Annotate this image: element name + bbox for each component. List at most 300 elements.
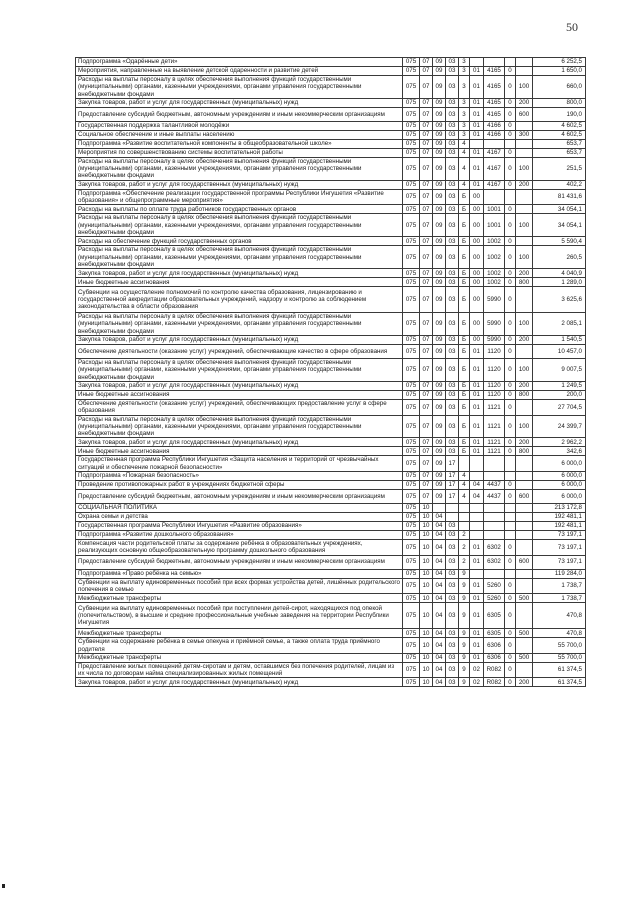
table-row [76,472,586,481]
row-code-b: 07 [420,313,433,336]
row-code-b: 10 [420,653,433,662]
row-code-b: 07 [420,345,433,359]
row-amount: 4 602,5 [533,130,586,139]
row-code-c: 04 [433,555,446,569]
row-code-e: 2 [459,555,470,569]
table-row [76,578,586,594]
row-code-c: 04 [433,513,446,522]
row-code-c: 09 [433,287,446,313]
row-code-f: 00 [470,246,484,269]
row-code-g [484,472,505,481]
row-name: Закупка товаров, работ и услуг для государственных (муниципальных) нужд [76,98,403,107]
row-code-f: 01 [470,603,484,629]
row-name: Расходы на выплаты персоналу в целях обеспечения выполнения функций государственными (муниципальными) органами, казенными учреждениями, органами управления государственными внебюджетными фондами [76,246,403,269]
row-amount: 73 197,1 [533,531,586,540]
row-code-g: 1001 [484,205,505,214]
row-name: Подпрограмма «Одарённые дети» [76,58,403,67]
row-amount: 6 000,0 [533,481,586,490]
row-code-g: 4167 [484,148,505,157]
row-code-d: 03 [446,58,459,67]
row-code-f: 01 [470,578,484,594]
page-number: 50 [566,20,578,34]
row-amount: 55 700,0 [533,638,586,654]
table-row [76,594,586,603]
row-code-b: 07 [420,336,433,345]
row-code-g: 1002 [484,278,505,287]
row-code-e [459,522,470,531]
row-code-b: 07 [420,390,433,399]
row-amount: 251,5 [533,157,586,180]
table-row [76,189,586,205]
row-code-a: 075 [403,540,420,556]
row-code-e: 4 [459,139,470,148]
row-code-b: 07 [420,399,433,415]
row-code-h: 0 [505,540,516,556]
row-name: Социальное обеспечение и иные выплаты населению [76,130,403,139]
row-code-g: 1121 [484,438,505,447]
row-code-h [505,456,516,472]
row-code-g: 6306 [484,653,505,662]
row-code-h [505,569,516,578]
row-code-b: 07 [420,205,433,214]
row-code-g: R082 [484,662,505,678]
row-code-a: 075 [403,287,420,313]
row-amount: 660,0 [533,76,586,99]
row-code-i: 500 [516,629,533,638]
row-code-e: 3 [459,98,470,107]
row-code-h: 0 [505,653,516,662]
row-name: Расходы на выплаты персоналу в целях обеспечения выполнения функций государственными (муниципальными) органами, казенными учреждениями, органами управления государственными внебюджетными фондами [76,313,403,336]
row-amount: 213 172,8 [533,504,586,513]
row-code-d: 03 [446,148,459,157]
row-code-h: 0 [505,180,516,189]
row-amount: 653,7 [533,148,586,157]
row-code-e: 2 [459,531,470,540]
row-code-g: 6305 [484,629,505,638]
table-row [76,205,586,214]
row-code-f: 04 [470,481,484,490]
row-code-g: 6302 [484,540,505,556]
row-code-b: 07 [420,214,433,237]
table-row [76,629,586,638]
row-amount: 2 085,1 [533,313,586,336]
row-code-h: 0 [505,390,516,399]
row-code-h [505,189,516,205]
row-code-a: 075 [403,189,420,205]
row-code-d: 17 [446,456,459,472]
row-code-d: 03 [446,531,459,540]
row-name: Государственная программа Республики Ингушетия «Развитие образования» [76,522,403,531]
row-code-f: 00 [470,189,484,205]
row-code-f: 00 [470,278,484,287]
row-code-f [470,513,484,522]
row-code-g: R082 [484,678,505,687]
row-code-b: 10 [420,569,433,578]
row-code-b: 07 [420,189,433,205]
row-name: Предоставление жилых помещений детям-сиротам и детям, оставшимся без попечения родителей, лицам из их числа по договорам найма специализированных жилых помещений [76,662,403,678]
row-code-c: 09 [433,121,446,130]
row-code-i [516,662,533,678]
row-name: Иные бюджетные ассигнования [76,390,403,399]
row-code-i: 300 [516,130,533,139]
row-code-g [484,456,505,472]
row-name: Иные бюджетные ассигнования [76,278,403,287]
row-code-d: 03 [446,594,459,603]
row-code-i [516,345,533,359]
row-name: Проведение противопожарных работ в учреждениях бюджетной сферы [76,481,403,490]
row-code-d: 03 [446,269,459,278]
row-code-d: 03 [446,246,459,269]
row-code-d: 03 [446,139,459,148]
row-code-i [516,121,533,130]
row-code-e: 9 [459,569,470,578]
row-code-g: 4165 [484,76,505,99]
row-name: Предоставление субсидий бюджетным, автономным учреждениям и иным некоммерческим организациям [76,555,403,569]
row-code-h: 0 [505,555,516,569]
row-code-a: 075 [403,662,420,678]
row-code-a: 075 [403,390,420,399]
row-code-i: 600 [516,490,533,504]
row-code-b: 10 [420,638,433,654]
row-code-h: 0 [505,336,516,345]
row-code-e: 9 [459,603,470,629]
row-name: Субвенции на выплату единовременных пособий при всех формах устройства детей, лишённых родительского попечения в семью [76,578,403,594]
row-code-a: 075 [403,638,420,654]
row-name: Компенсация части родительской платы за содержание ребёнка в образовательных учреждениях, реализующих основную общеобразовательную программу дошкольного образования [76,540,403,556]
row-code-h [505,522,516,531]
row-code-b: 07 [420,148,433,157]
row-amount: 800,0 [533,98,586,107]
row-amount: 34 054,1 [533,214,586,237]
row-code-c: 09 [433,139,446,148]
table-row [76,390,586,399]
row-code-e: Б [459,269,470,278]
row-code-h: 0 [505,603,516,629]
row-code-c: 09 [433,456,446,472]
row-code-d: 03 [446,678,459,687]
row-code-e: 3 [459,107,470,121]
row-code-g: 1002 [484,237,505,246]
row-name: Расходы на выплаты по оплате труда работников государственных органов [76,205,403,214]
row-code-g: 4165 [484,67,505,76]
row-name: Закупка товаров, работ и услуг для государственных (муниципальных) нужд [76,678,403,687]
row-code-i [516,504,533,513]
row-code-f [470,472,484,481]
row-code-a: 075 [403,67,420,76]
row-code-h: 0 [505,447,516,456]
table-row [76,278,586,287]
row-code-d: 03 [446,540,459,556]
row-code-i: 100 [516,415,533,438]
row-code-a: 075 [403,603,420,629]
row-code-h [505,58,516,67]
row-code-d: 03 [446,603,459,629]
table-row [76,415,586,438]
row-code-d: 03 [446,653,459,662]
row-code-d: 17 [446,472,459,481]
row-code-i [516,603,533,629]
row-code-f: 01 [470,653,484,662]
row-code-f [470,58,484,67]
row-code-b: 07 [420,415,433,438]
row-amount: 6 000,0 [533,490,586,504]
row-code-g: 1120 [484,345,505,359]
row-code-c: 09 [433,148,446,157]
row-code-e: 9 [459,638,470,654]
row-code-h: 0 [505,678,516,687]
row-code-d: 03 [446,278,459,287]
row-code-e: Б [459,278,470,287]
row-amount: 2 962,2 [533,438,586,447]
row-amount: 61 374,5 [533,662,586,678]
row-code-b: 07 [420,76,433,99]
row-code-e: Б [459,381,470,390]
row-name: СОЦИАЛЬНАЯ ПОЛИТИКА [76,504,403,513]
row-code-h: 0 [505,130,516,139]
table-row [76,345,586,359]
table-row [76,662,586,678]
row-code-b: 07 [420,381,433,390]
row-code-a: 075 [403,336,420,345]
row-code-e: Б [459,390,470,399]
row-amount: 200,0 [533,390,586,399]
table-row [76,246,586,269]
row-name: Подпрограмма «Развитие воспитательной компоненты в общеобразовательной школе» [76,139,403,148]
row-name: Мероприятия по совершенствованию системы воспитательной работы [76,148,403,157]
row-amount: 61 374,5 [533,678,586,687]
table-row [76,76,586,99]
table-row [76,456,586,472]
row-code-g [484,504,505,513]
row-code-c: 09 [433,278,446,287]
table-row [76,180,586,189]
row-code-a: 075 [403,678,420,687]
row-amount: 6 000,0 [533,456,586,472]
row-code-a: 075 [403,578,420,594]
row-code-h: 0 [505,157,516,180]
row-code-a: 075 [403,237,420,246]
row-code-g [484,569,505,578]
row-code-c: 09 [433,390,446,399]
row-code-a: 075 [403,107,420,121]
row-code-h: 0 [505,67,516,76]
row-code-i [516,472,533,481]
row-code-i: 100 [516,76,533,99]
row-code-b: 10 [420,662,433,678]
row-code-f: 01 [470,121,484,130]
row-code-a: 075 [403,381,420,390]
row-amount: 190,0 [533,107,586,121]
table-row [76,447,586,456]
row-code-g: 1121 [484,415,505,438]
row-code-e: 9 [459,678,470,687]
row-name: Расходы на выплаты персоналу в целях обеспечения выполнения функций государственными (муниципальными) органами, казенными учреждениями, органами управления государственными внебюджетными фондами [76,415,403,438]
row-code-d: 03 [446,447,459,456]
row-code-f: 00 [470,313,484,336]
row-code-f: 01 [470,107,484,121]
budget-table [75,57,586,687]
row-code-f: 00 [470,205,484,214]
row-code-c: 09 [433,438,446,447]
row-amount: 73 197,1 [533,555,586,569]
row-code-g [484,189,505,205]
row-code-a: 075 [403,490,420,504]
row-code-b: 07 [420,98,433,107]
row-code-a: 075 [403,139,420,148]
row-amount: 470,8 [533,603,586,629]
row-name: Закупка товаров, работ и услуг для государственных (муниципальных) нужд [76,269,403,278]
row-code-h: 0 [505,214,516,237]
row-code-d: 03 [446,76,459,99]
row-code-c: 04 [433,638,446,654]
row-code-h: 0 [505,359,516,382]
row-code-d: 03 [446,359,459,382]
row-code-i [516,513,533,522]
row-code-f: 01 [470,148,484,157]
row-amount: 1 738,7 [533,578,586,594]
row-code-f [470,531,484,540]
row-code-e: Б [459,214,470,237]
row-code-g [484,513,505,522]
table-body [76,58,586,687]
row-code-a: 075 [403,447,420,456]
row-code-d: 03 [446,555,459,569]
row-code-c: 09 [433,381,446,390]
row-code-f: 00 [470,269,484,278]
row-code-f: 01 [470,345,484,359]
row-amount: 10 457,0 [533,345,586,359]
row-code-c: 04 [433,629,446,638]
row-code-c: 09 [433,237,446,246]
row-code-a: 075 [403,472,420,481]
row-code-e [459,456,470,472]
table-row [76,148,586,157]
table-row [76,287,586,313]
row-code-a: 075 [403,345,420,359]
table-row [76,490,586,504]
row-code-d: 03 [446,415,459,438]
row-code-b: 10 [420,555,433,569]
row-code-i [516,456,533,472]
row-amount: 4 040,9 [533,269,586,278]
row-code-a: 075 [403,594,420,603]
row-name: Межбюджетные трансферты [76,653,403,662]
row-code-f: 01 [470,415,484,438]
row-name: Расходы на выплаты персоналу в целях обеспечения выполнения функций государственными (муниципальными) органами, казенными учреждениями, органами управления государственными внебюджетными фондами [76,157,403,180]
row-code-g: 1120 [484,390,505,399]
row-code-f: 01 [470,157,484,180]
row-code-f [470,569,484,578]
row-code-f [470,504,484,513]
row-code-i: 200 [516,438,533,447]
row-code-i [516,569,533,578]
row-code-a: 075 [403,180,420,189]
row-code-f: 00 [470,214,484,237]
row-code-e: 4 [459,481,470,490]
row-amount: 1 289,0 [533,278,586,287]
row-code-f: 02 [470,662,484,678]
row-code-d: 03 [446,67,459,76]
row-code-g: 4437 [484,490,505,504]
row-code-h: 0 [505,107,516,121]
row-code-e: 3 [459,121,470,130]
row-code-d: 03 [446,107,459,121]
row-code-c: 09 [433,336,446,345]
row-code-i: 600 [516,555,533,569]
row-code-g: 4437 [484,481,505,490]
row-name: Субвенции на выплату единовременных пособий при поступлении детей-сирот, находящихся под опекой (попечительством), в высшие и средние профессиональные учебные заведения на территории Республики Ингушетия [76,603,403,629]
table-row [76,481,586,490]
row-code-e: Б [459,313,470,336]
row-amount: 1 249,5 [533,381,586,390]
row-code-c: 09 [433,107,446,121]
row-code-d: 17 [446,490,459,504]
row-code-i [516,540,533,556]
table-row [76,58,586,67]
row-code-a: 075 [403,157,420,180]
row-code-a: 075 [403,531,420,540]
row-amount: 3 625,6 [533,287,586,313]
row-amount: 1 738,7 [533,594,586,603]
row-code-h: 0 [505,269,516,278]
row-code-e: Б [459,447,470,456]
row-code-b: 10 [420,531,433,540]
row-code-g: 5990 [484,313,505,336]
row-code-e: 4 [459,180,470,189]
row-code-c: 09 [433,180,446,189]
row-name: Закупка товаров, работ и услуг для государственных (муниципальных) нужд [76,336,403,345]
row-code-i: 500 [516,653,533,662]
row-code-i [516,139,533,148]
row-amount: 6 252,5 [533,58,586,67]
table-row [76,313,586,336]
row-code-e: 9 [459,594,470,603]
row-code-h: 0 [505,438,516,447]
row-code-a: 075 [403,653,420,662]
row-code-d: 03 [446,381,459,390]
row-code-g [484,522,505,531]
row-code-c: 04 [433,569,446,578]
row-code-c: 09 [433,246,446,269]
row-code-g: 4165 [484,107,505,121]
row-code-a: 075 [403,456,420,472]
row-code-g: 6306 [484,638,505,654]
row-code-e: 2 [459,540,470,556]
table-row [76,157,586,180]
row-code-b: 07 [420,456,433,472]
row-code-h [505,472,516,481]
row-code-c: 04 [433,603,446,629]
row-code-g: 5260 [484,578,505,594]
row-code-d: 03 [446,189,459,205]
row-amount: 6 000,0 [533,472,586,481]
row-code-a: 075 [403,569,420,578]
row-code-c: 09 [433,447,446,456]
row-code-d: 03 [446,662,459,678]
row-code-c: 09 [433,399,446,415]
row-code-f: 01 [470,447,484,456]
row-code-b: 07 [420,269,433,278]
row-code-g: 4166 [484,121,505,130]
row-code-c: 09 [433,359,446,382]
row-name: Подпрограмма «Развитие дошкольного образования» [76,531,403,540]
row-name: Закупка товаров, работ и услуг для государственных (муниципальных) нужд [76,180,403,189]
table-row [76,237,586,246]
row-code-i [516,638,533,654]
row-code-i: 200 [516,269,533,278]
row-code-f: 01 [470,180,484,189]
table-row [76,121,586,130]
